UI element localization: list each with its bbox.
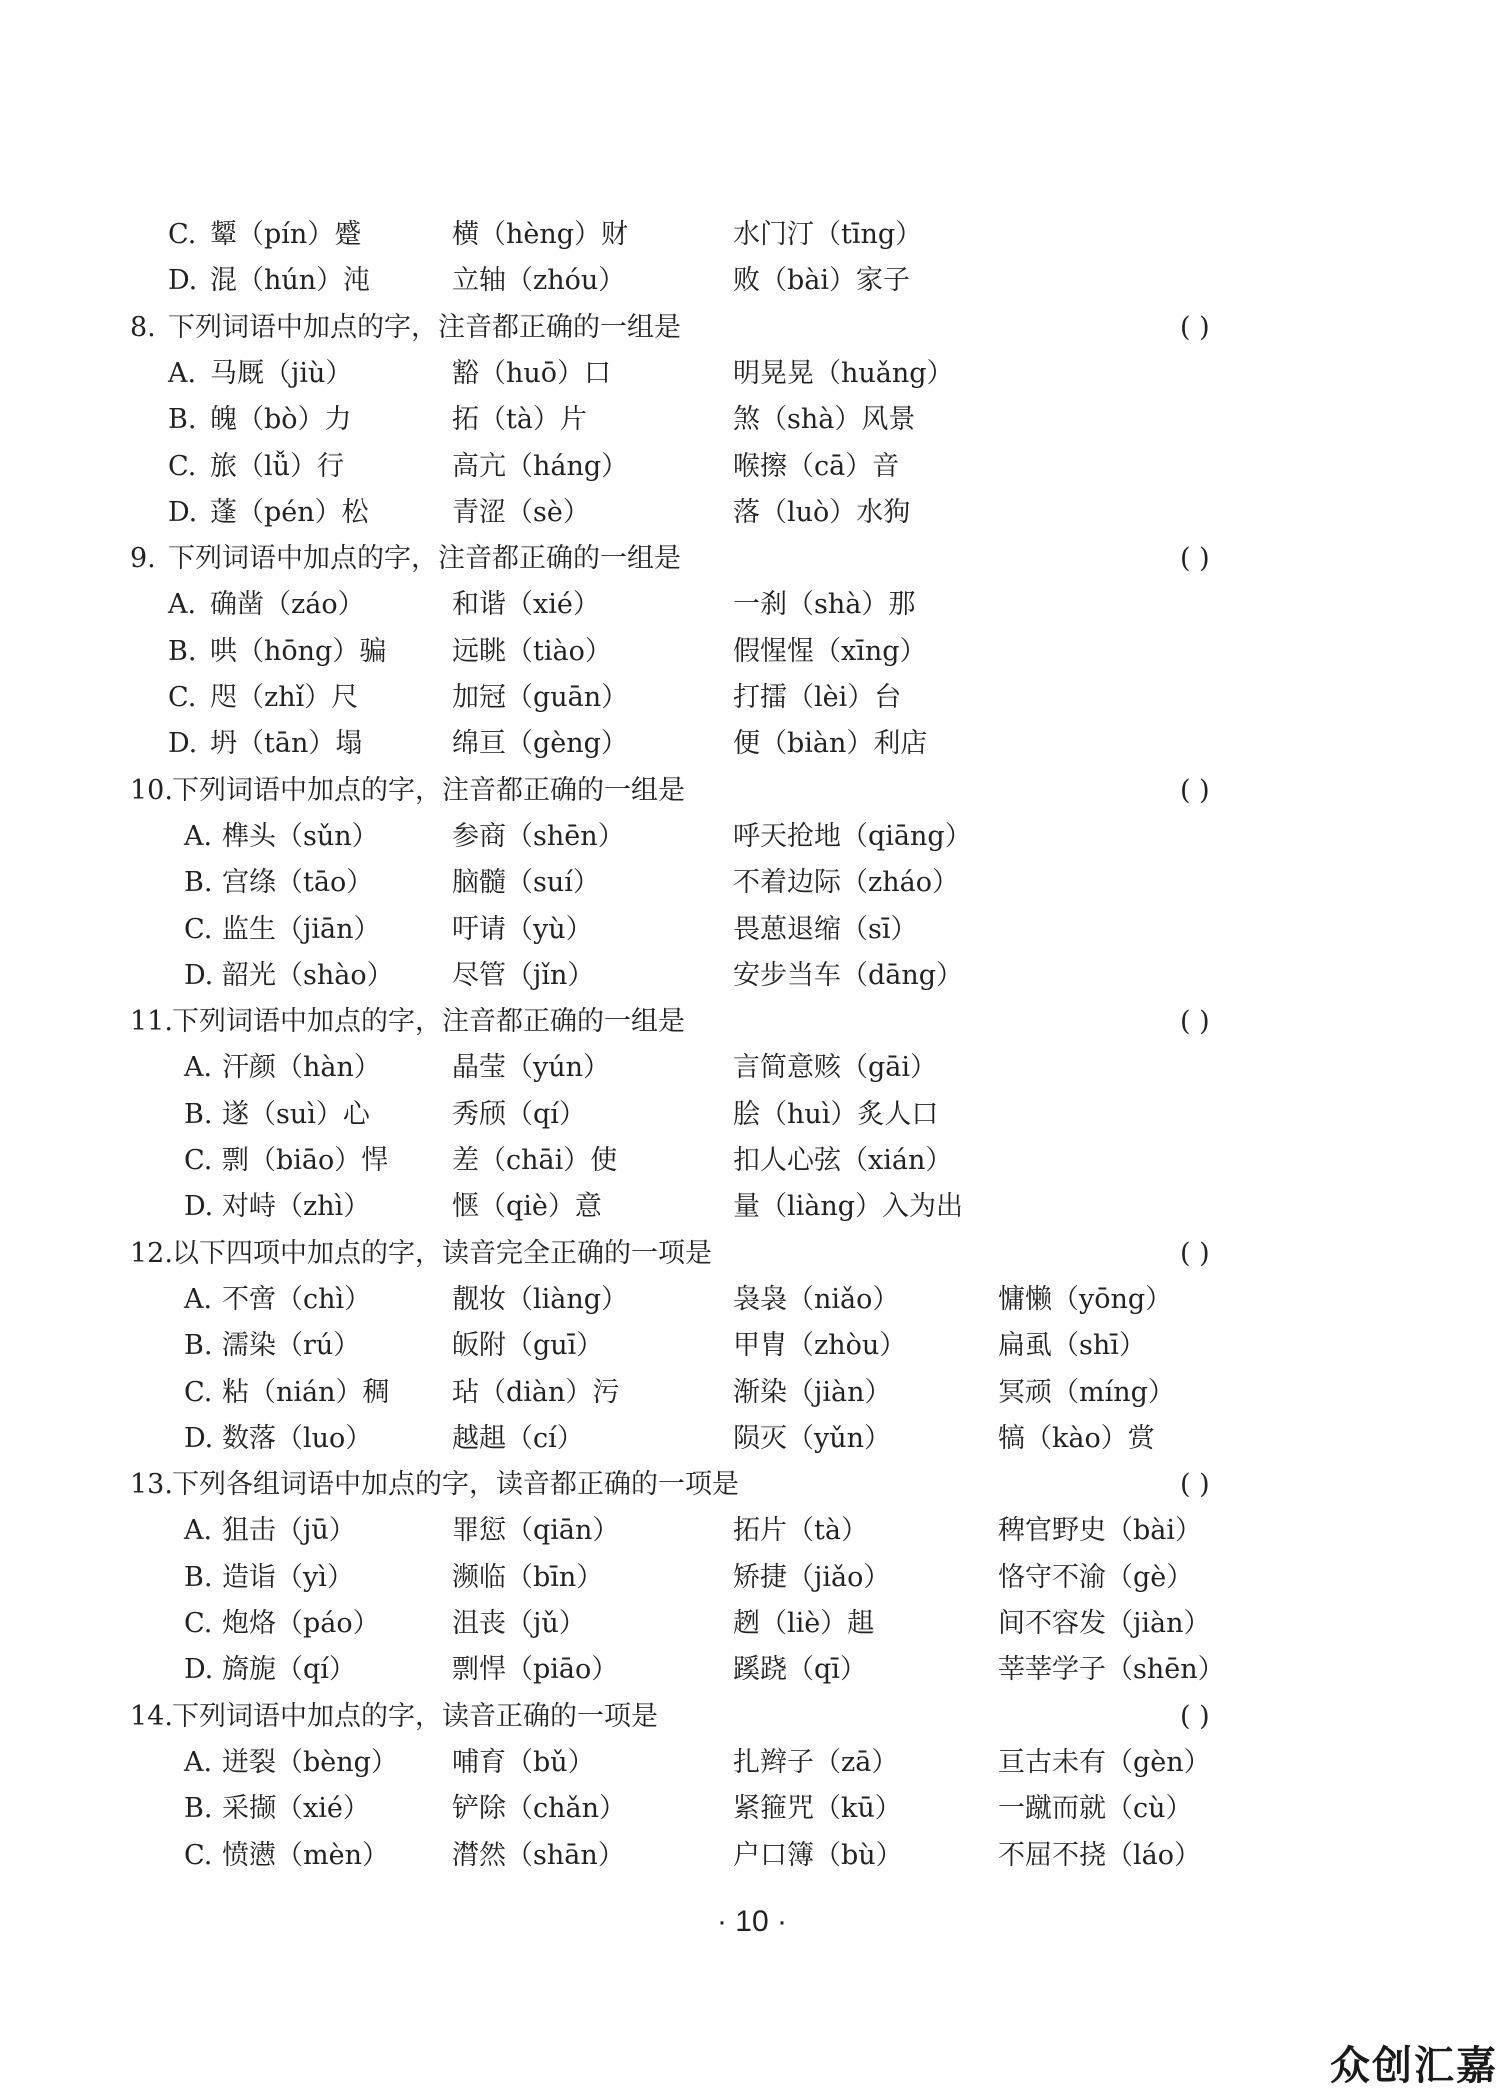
option-item: 扁虱（shī） [998,1330,1146,1362]
question-text: 下列词语中加点的字，读音正确的一项是 [172,1700,658,1732]
option-item: 炮烙（páo） [222,1608,380,1639]
option-row [0,397,1504,443]
option-item: 加冠（guān） [452,682,629,713]
option-item: 靓妆（liàng） [452,1283,629,1315]
option-label: C. [184,1376,213,1408]
option-row [0,953,1504,999]
option-item: 造诣（yì） [222,1561,354,1593]
option-item: 扣人心弦（xián） [733,1145,953,1176]
option-row [0,1184,1504,1230]
option-label: D. [168,265,198,297]
option-item: 狙击（jū） [222,1515,356,1547]
option-item: 言简意赅（gāi） [733,1052,938,1084]
option-item: 安步当车（dāng） [733,959,964,991]
option-item: 迸裂（bèng） [222,1746,398,1778]
option-item: 高亢（háng） [452,450,629,482]
option-row [0,629,1504,675]
option-item: 差（chāi）使 [452,1145,618,1176]
question-text: 下列词语中加点的字，注音都正确的一组是 [168,543,681,575]
option-row [0,1740,1504,1786]
option-item: 不屈不挠（láo） [998,1839,1201,1871]
option-label: B. [168,635,197,667]
option-item: 紧箍咒（kū） [733,1793,902,1825]
option-label: C. [184,1608,213,1639]
question-text: 下列词语中加点的字，注音都正确的一组是 [172,774,685,806]
option-item: 数落（luo） [222,1422,373,1454]
option-item: 濡染（rú） [222,1330,361,1362]
option-item: 蹊跷（qī） [733,1654,867,1686]
option-item: 趔（liè）趄 [733,1608,875,1639]
option-item: 沮丧（jǔ） [452,1608,586,1639]
option-item: 绵亘（gèng） [452,728,628,760]
option-label: D. [168,728,198,760]
option-item: 莘莘学子（shēn） [998,1654,1225,1686]
option-item: 潸然（shān） [452,1839,625,1871]
option-item: 和谐（xié） [452,589,600,621]
option-item: 对峙（zhì） [222,1191,371,1223]
option-item: 不啻（chì） [222,1283,372,1315]
option-item: 立轴（zhóu） [452,265,626,297]
option-item: 恪守不渝（gè） [998,1561,1194,1593]
question-row [0,305,1504,351]
option-label: D. [184,959,214,991]
option-item: 遂（suì）心 [222,1098,370,1130]
option-item: 旖旎（qí） [222,1654,356,1686]
option-row [0,1370,1504,1416]
option-row [0,1833,1504,1879]
option-item: 慵懒（yōng） [998,1283,1173,1315]
option-item: 监生（jiān） [222,913,381,945]
option-item: 脍（huì）炙人口 [733,1098,939,1130]
option-item: 横（hèng）财 [452,219,629,250]
answer-bracket: ( ) [1180,774,1210,806]
option-item: 袅袅（niǎo） [733,1283,900,1315]
answer-bracket: ( ) [1180,543,1210,575]
option-item: 榫头（sǔn） [222,820,379,852]
question-text: 下列词语中加点的字，注音都正确的一组是 [168,311,681,343]
option-item: 矫捷（jiǎo） [733,1561,891,1593]
option-item: 咫（zhǐ）尺 [210,682,359,713]
option-label: C. [184,1839,213,1871]
option-label: B. [168,404,197,436]
option-item: 量（liàng）入为出 [733,1191,964,1223]
option-item: 玷（diàn）污 [452,1376,620,1408]
question-text: 以下四项中加点的字，读音完全正确的一项是 [172,1237,712,1269]
option-item: 间不容发（jiàn） [998,1608,1211,1639]
question-number: 12. [130,1237,173,1269]
option-item: 尽管（jǐn） [452,959,595,991]
option-item: 汗颜（hàn） [222,1052,381,1084]
question-row [0,768,1504,814]
option-row [0,907,1504,953]
option-label: B. [184,1561,213,1593]
option-item: 拓片（tà） [733,1515,868,1547]
option-item: 脑髓（suí） [452,867,600,899]
option-item: 呼天抢地（qiāng） [733,820,972,852]
question-row [0,1462,1504,1508]
option-item: 颦（pín）蹙 [210,219,362,250]
option-item: 坍（tān）塌 [210,728,363,760]
option-item: 远眺（tiào） [452,635,612,667]
option-item: 粘（nián）稠 [222,1376,390,1408]
option-row [0,444,1504,490]
option-item: 惬（qiè）意 [452,1191,602,1223]
option-item: 愤懑（mèn） [222,1839,389,1871]
option-item: 败（bài）家子 [733,265,911,297]
option-row [0,490,1504,536]
question-text: 下列词语中加点的字，注音都正确的一组是 [172,1006,685,1038]
page-number: · 10 · [716,1905,788,1938]
answer-bracket: ( ) [1180,1006,1210,1038]
option-item: 宫绦（tāo） [222,867,374,899]
option-label: A. [168,357,197,389]
option-label: D. [184,1422,214,1454]
option-item: 哺育（bǔ） [452,1746,595,1778]
option-label: D. [168,496,198,528]
option-item: 韶光（shào） [222,959,394,991]
option-item: 晶莹（yún） [452,1052,611,1084]
option-item: 落（luò）水狗 [733,496,911,528]
option-row [0,860,1504,906]
option-label: A. [184,1515,213,1547]
option-item: 渐染（jiàn） [733,1376,892,1408]
option-item: 亘古未有（gèn） [998,1746,1211,1778]
question-number: 14. [130,1700,173,1732]
answer-bracket: ( ) [1180,1469,1210,1501]
option-row [0,1045,1504,1091]
option-row [0,1092,1504,1138]
answer-bracket: ( ) [1180,1237,1210,1269]
option-label: C. [168,450,197,482]
option-item: 一蹴而就（cù） [998,1793,1193,1825]
option-item: 甲胄（zhòu） [733,1330,907,1362]
watermark-logo: 众创汇嘉 [1330,2043,1498,2089]
option-item: 犒（kào）赏 [998,1422,1155,1454]
option-item: 罪愆（qiān） [452,1515,620,1547]
option-row [0,675,1504,721]
option-label: A. [184,1746,213,1778]
option-item: 煞（shà）风景 [733,404,916,436]
option-item: 确凿（záo） [210,589,365,621]
option-item: 稗官野史（bài） [998,1515,1203,1547]
option-item: 水门汀（tīng） [733,219,923,250]
option-label: B. [184,1793,213,1825]
question-number: 8. [130,311,156,343]
option-item: 吁请（yù） [452,913,593,945]
option-row [0,1508,1504,1554]
option-item: 青涩（sè） [452,496,590,528]
question-number: 13. [130,1469,173,1501]
option-label: A. [168,589,197,621]
option-row [0,1647,1504,1693]
option-item: 一刹（shà）那 [733,589,916,621]
option-item: 豁（huō）口 [452,357,612,389]
option-item: 不着边际（zháo） [733,867,959,899]
question-row [0,1231,1504,1277]
option-item: 假惺惺（xīng） [733,635,927,667]
option-item: 魄（bò）力 [210,404,352,436]
option-row [0,1138,1504,1184]
option-row [0,1323,1504,1369]
option-item: 越趄（cí） [452,1422,584,1454]
option-item: 明晃晃（huǎng） [733,357,954,389]
option-label: D. [184,1654,214,1686]
option-item: 采撷（xié） [222,1793,370,1825]
option-row [0,258,1504,304]
option-label: C. [168,219,197,250]
option-item: 旅（lǚ）行 [210,450,345,482]
question-text: 下列各组词语中加点的字，读音都正确的一项是 [172,1469,739,1501]
option-row [0,1416,1504,1462]
option-item: 马厩（jiù） [210,357,353,389]
option-row [0,582,1504,628]
option-label: C. [184,1145,213,1176]
option-label: B. [184,1330,213,1362]
option-item: 冥顽（míng） [998,1376,1175,1408]
question-row [0,1694,1504,1740]
option-label: B. [184,1098,213,1130]
option-item: 濒临（bīn） [452,1561,604,1593]
question-row [0,999,1504,1045]
option-item: 剽悍（piāo） [452,1654,619,1686]
option-item: 参商（shēn） [452,820,625,852]
option-item: 皈附（guī） [452,1330,604,1362]
option-label: D. [184,1191,214,1223]
option-row [0,1786,1504,1832]
option-item: 陨灭（yǔn） [733,1422,892,1454]
option-item: 秀颀（qí） [452,1098,586,1130]
answer-bracket: ( ) [1180,1700,1210,1732]
option-item: 混（hún）沌 [210,265,371,297]
option-row [0,1601,1504,1647]
option-item: 拓（tà）片 [452,404,587,436]
option-label: C. [184,913,213,945]
question-row [0,536,1504,582]
option-row [0,1277,1504,1323]
option-label: B. [184,867,213,899]
option-label: A. [184,1052,213,1084]
option-item: 铲除（chǎn） [452,1793,626,1825]
option-item: 蓬（pén）松 [210,496,369,528]
answer-bracket: ( ) [1180,311,1210,343]
option-item: 剽（biāo）悍 [222,1145,389,1176]
option-row [0,1555,1504,1601]
option-row [0,351,1504,397]
option-item: 便（biàn）利店 [733,728,928,760]
option-label: C. [168,682,197,713]
option-label: A. [184,820,213,852]
option-row [0,814,1504,860]
option-item: 户口簿（bù） [733,1839,903,1871]
option-label: A. [184,1283,213,1315]
option-item: 喉擦（cā）音 [733,450,900,482]
question-number: 11. [130,1006,173,1038]
option-row [0,212,1504,258]
question-number: 10. [130,774,173,806]
option-item: 扎辫子（zā） [733,1746,899,1778]
option-item: 畏葸退缩（sī） [733,913,918,945]
question-number: 9. [130,543,156,575]
option-item: 打擂（lèi）台 [733,682,902,713]
option-item: 哄（hōng）骗 [210,635,387,667]
option-row [0,721,1504,767]
